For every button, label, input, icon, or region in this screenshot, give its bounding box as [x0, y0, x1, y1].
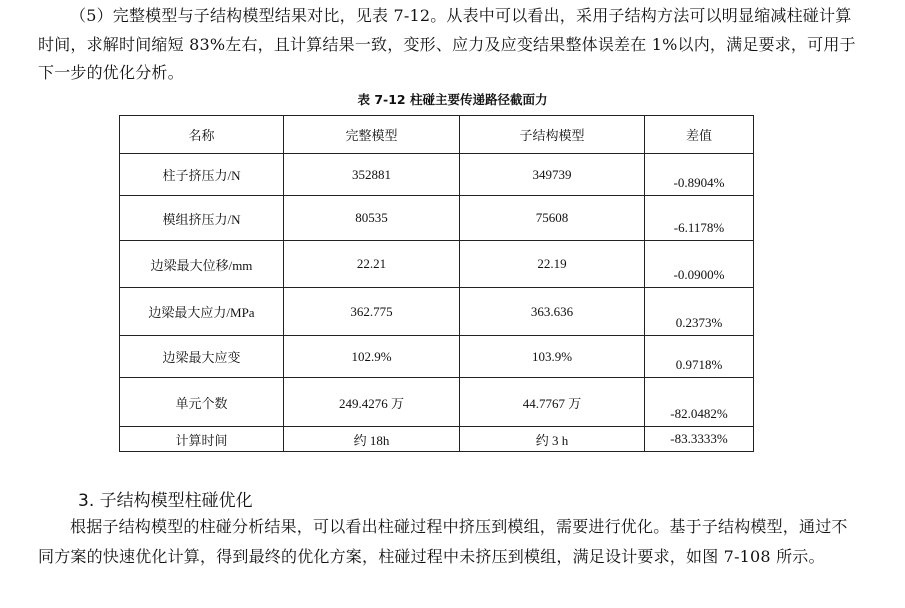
section-heading: 3. 子结构模型柱碰优化 — [78, 491, 253, 511]
cell-name: 柱子挤压力/N — [120, 154, 284, 196]
intro-paragraph — [38, 2, 858, 88]
cell-diff: -82.0482% — [645, 378, 754, 427]
cell-sub: 22.19 — [460, 241, 645, 288]
table-row — [120, 288, 754, 336]
cell-name: 边梁最大应力/MPa — [120, 288, 284, 336]
section-text: 根据子结构模型的柱碰分析结果，可以看出柱碰过程中挤压到模组，需要进行优化。基于子结构模型，通过不同方案的快速优化计算，得到最终的优化方案，柱碰过程中未挤压到模组，满足设计要求，如图 7-108 所示。 — [38, 517, 848, 566]
cell-full: 22.21 — [284, 241, 460, 288]
table-caption: 表 7-12 柱碰主要传递路径截面力 — [357, 92, 548, 107]
cell-full: 约 18h — [284, 427, 460, 452]
header-sub-model: 子结构模型 — [460, 116, 645, 154]
comparison-table — [119, 115, 754, 452]
cell-full: 362.775 — [284, 288, 460, 336]
cell-name: 边梁最大应变 — [120, 336, 284, 378]
table-header-row — [120, 116, 754, 154]
table-row — [120, 336, 754, 378]
cell-sub: 44.7767 万 — [460, 378, 645, 427]
header-diff: 差值 — [645, 116, 754, 154]
table-row — [120, 427, 754, 452]
cell-diff: -0.8904% — [645, 154, 754, 196]
cell-sub: 103.9% — [460, 336, 645, 378]
cell-full: 352881 — [284, 154, 460, 196]
cell-diff: 0.9718% — [645, 336, 754, 378]
cell-diff: 0.2373% — [645, 288, 754, 336]
cell-name: 模组挤压力/N — [120, 196, 284, 241]
cell-sub: 363.636 — [460, 288, 645, 336]
cell-name: 边梁最大位移/mm — [120, 241, 284, 288]
cell-diff: -6.1178% — [645, 196, 754, 241]
cell-full: 249.4276 万 — [284, 378, 460, 427]
table-row — [120, 241, 754, 288]
table-row — [120, 378, 754, 427]
cell-name: 单元个数 — [120, 378, 284, 427]
intro-text: （5）完整模型与子结构模型结果对比，见表 7-12。从表中可以看出，采用子结构方法可以明显缩减柱碰计算时间，求解时间缩短 83%左右，且计算结果一致，变形、应力及应变结果整体误差在 1%以内，满足要求，可用于下一步的优化分析。 — [38, 6, 856, 82]
header-name: 名称 — [120, 116, 284, 154]
section-paragraph — [38, 512, 858, 571]
table-row — [120, 154, 754, 196]
cell-diff: -0.0900% — [645, 241, 754, 288]
cell-full: 80535 — [284, 196, 460, 241]
header-full-model: 完整模型 — [284, 116, 460, 154]
cell-full: 102.9% — [284, 336, 460, 378]
cell-sub: 349739 — [460, 154, 645, 196]
cell-sub: 75608 — [460, 196, 645, 241]
table-row — [120, 196, 754, 241]
cell-sub: 约 3 h — [460, 427, 645, 452]
cell-name: 计算时间 — [120, 427, 284, 452]
cell-diff: -83.3333% — [645, 427, 754, 452]
